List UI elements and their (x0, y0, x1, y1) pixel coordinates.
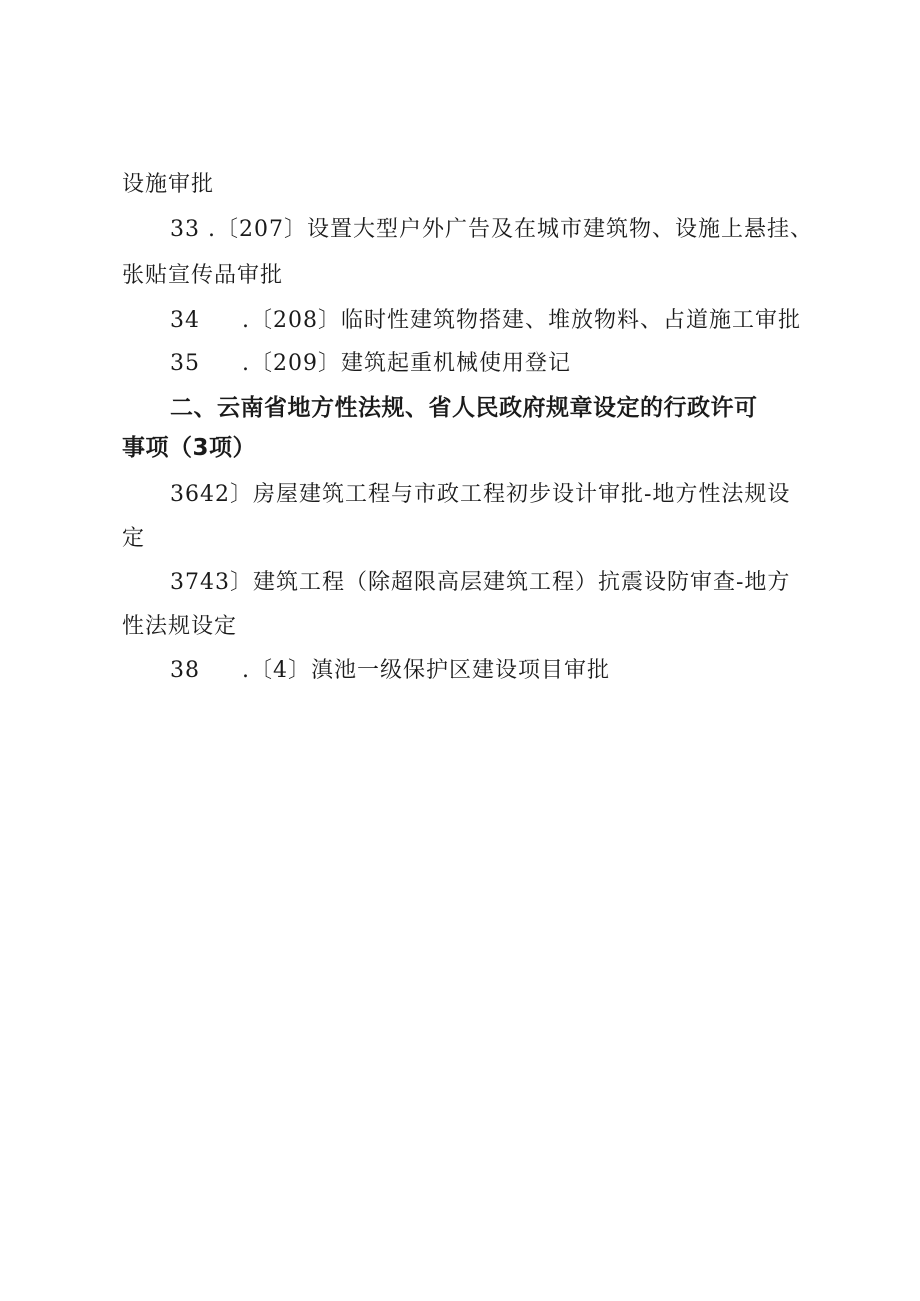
section-2-heading-line-2: 事项（3项） (122, 435, 257, 461)
item-34-number: 34 (170, 308, 200, 333)
item-37-line-2: 性法规设定 (122, 614, 238, 639)
item-32-continuation: 设施审批 (122, 172, 215, 197)
item-35-text: .〔209〕建筑起重机械使用登记 (242, 351, 571, 376)
item-34 (170, 306, 801, 336)
item-38 (170, 656, 610, 686)
item-34-text: .〔208〕临时性建筑物搭建、堆放物料、占道施工审批 (242, 308, 801, 333)
section-2-heading-line-1: 二、云南省地方性法规、省人民政府规章设定的行政许可 (170, 395, 758, 421)
item-37-line-1: 3743〕建筑工程（除超限高层建筑工程）抗震设防审查-地方 (170, 570, 791, 595)
item-38-text: .〔4〕滇池一级保护区建设项目审批 (242, 658, 610, 683)
item-36-line-2: 定 (122, 526, 146, 551)
item-33-line-1: 33 .〔207〕设置大型户外广告及在城市建筑物、设施上悬挂、 (170, 217, 813, 242)
item-36-line-1: 3642〕房屋建筑工程与市政工程初步设计审批-地方性法规设 (170, 482, 791, 507)
item-38-number: 38 (170, 658, 200, 683)
item-35 (170, 349, 571, 379)
item-33-line-2: 张贴宣传品审批 (122, 263, 284, 288)
item-35-number: 35 (170, 351, 200, 376)
